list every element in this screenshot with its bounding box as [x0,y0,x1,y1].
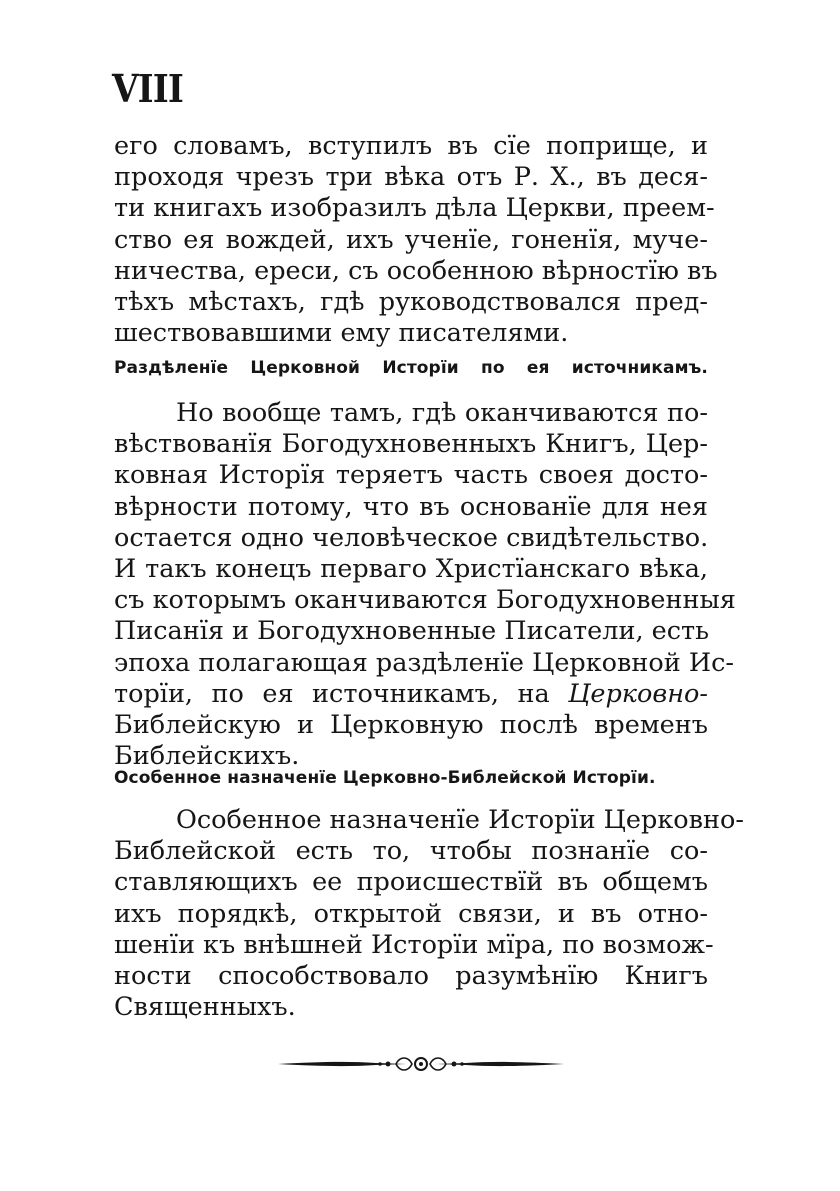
paragraph-purpose [114,805,744,1023]
decorative-rule-icon [276,1052,566,1076]
text-line: Но вообще тамъ, гдѣ оканчиваются по- [176,398,708,428]
text-line: ковная Исторїя теряетъ часть своея досто- [114,460,708,491]
italic-text-line: Библейскую и Церковную послѣ временъ [114,709,708,740]
text-line: остается одно человѣческое свидѣтельство. [114,522,709,553]
text-line: Библейской есть то, чтобы познанїе со- [114,836,708,867]
text-line: Священныхъ. [114,992,296,1023]
section-heading-division: Раздѣленїе Церковной Исторїи по ея источникамъ. [114,358,708,378]
text-line: ти книгахъ изобразилъ дѣла Церкви, преем- [114,193,715,224]
text-line: ности способствовало разумѣнїю Книгъ [114,960,708,991]
section-heading-purpose: Особенное назначенїе Церковно-Библейской Исторїи. [114,768,656,788]
text-line [114,679,708,710]
text-line: ихъ порядкѣ, открытой связи, и въ отно- [114,898,708,929]
italic-segment: Церковно- [568,678,708,709]
paragraph-division [114,398,736,772]
text-line: ничества, ереси, съ особенною вѣрностїю въ [114,255,718,286]
text-line: эпоха полагающая раздѣленїе Церковной Ис- [114,647,734,678]
italic-text-line: Библейскихъ. [114,741,300,772]
text-line: проходя чрезъ три вѣка отъ Р. Х., въ деся- [114,162,708,193]
paragraph-continuation [114,131,718,349]
text-line: съ которымъ оканчиваются Богодухновенныя [114,585,736,616]
text-line: его словамъ, вступилъ въ сїе поприще, и [114,131,708,161]
text-line: Писанїя и Богодухновенные Писатели, есть [114,616,710,647]
text-line: вѣрности потому, что въ основанїе для нея [114,491,708,522]
text-line: ство ея вождей, ихъ ученїе, гоненїя, муче- [114,224,708,255]
text-line: И такъ конецъ перваго Христїанскаго вѣка, [114,553,708,584]
text-segment: торїи, по ея источникамъ, на [114,678,550,709]
text-line: шенїи къ внѣшней Исторїи мїра, по возмож- [114,929,714,960]
text-line: вѣствованїя Богодухновенныхъ Книгъ, Цер- [114,429,708,460]
text-line: Особенное назначенїе Исторїи Церковно- [176,805,744,835]
text-line: ставляющихъ ее происшествїй въ общемъ [114,867,708,898]
text-line: тѣхъ мѣстахъ, гдѣ руководствовался пред- [114,286,708,317]
page-number: VIII [112,66,183,111]
text-line: шествовавшими ему писателями. [114,318,569,349]
